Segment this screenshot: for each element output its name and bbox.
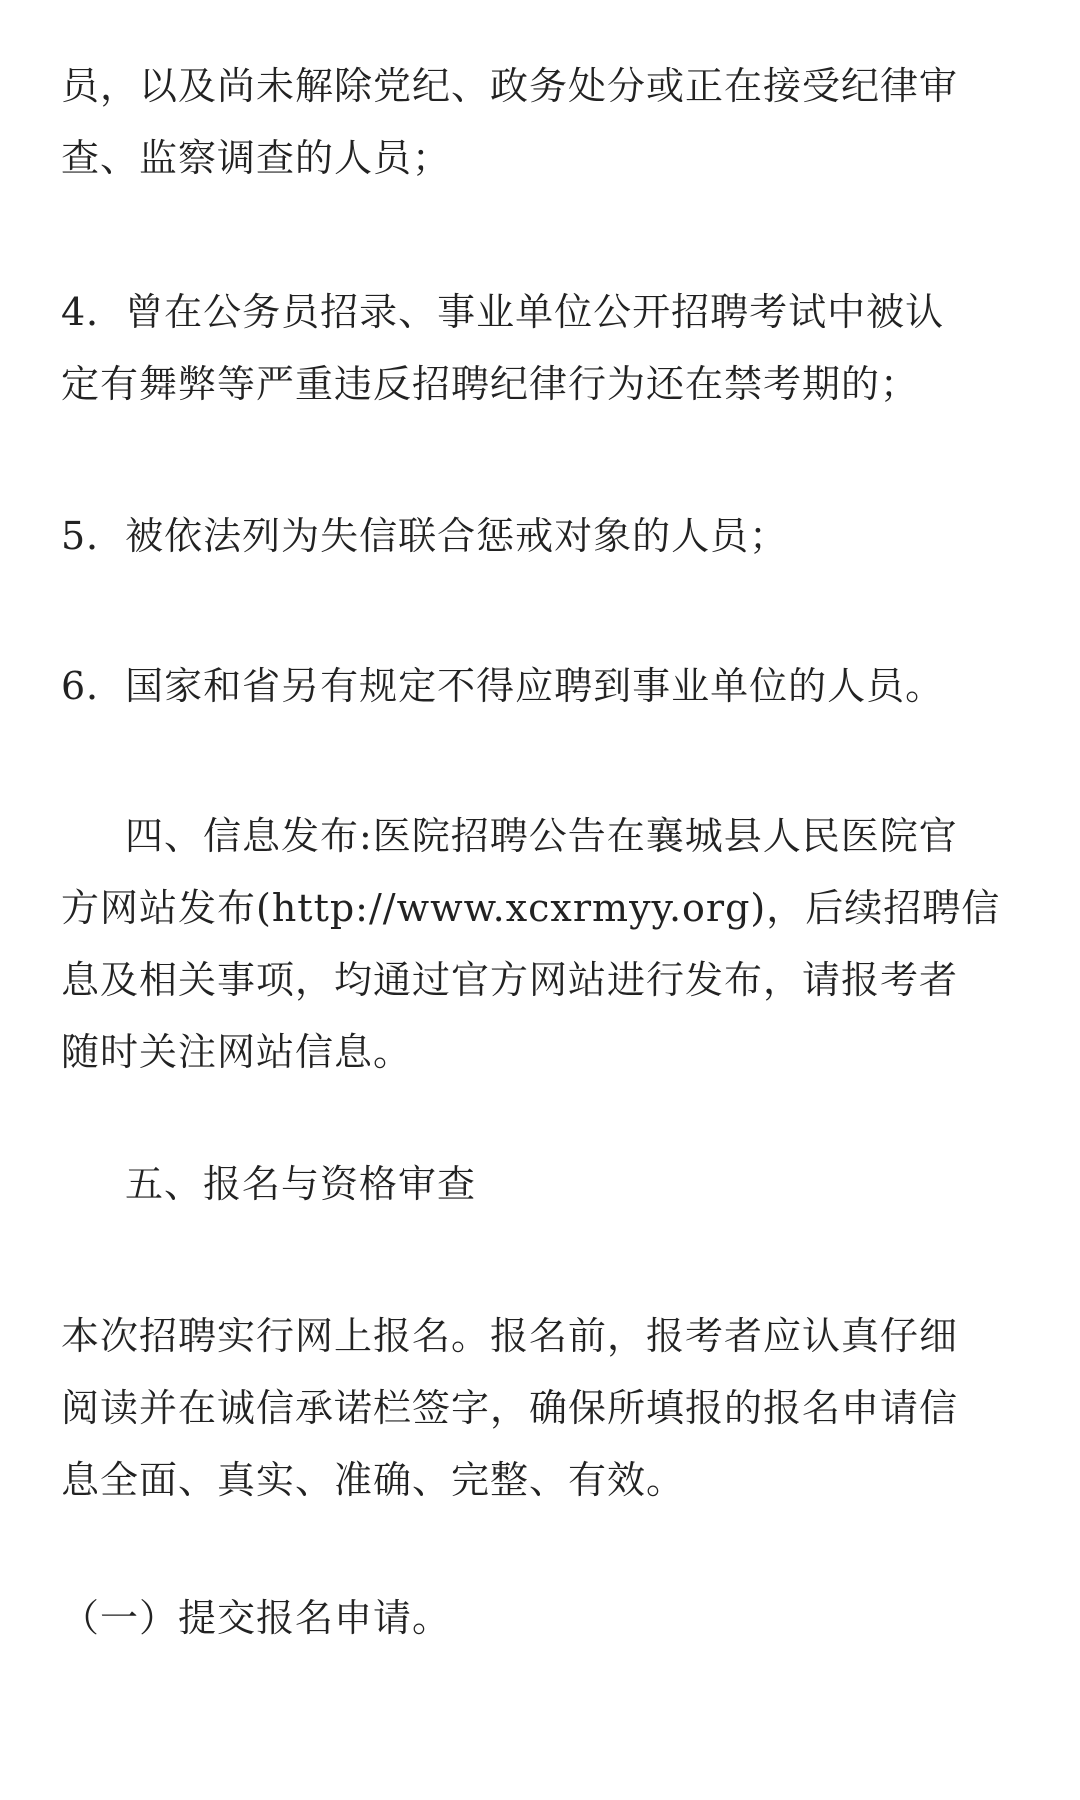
text-line: 方网站发布(http://www.xcxrmyy.org)，后续招聘信 [61, 886, 1001, 930]
section-heading-5 [61, 1148, 1021, 1220]
text-line: 息全面、真实、准确、完整、有效。 [61, 1458, 686, 1502]
text-line: 员，以及尚未解除党纪、政务处分或正在接受纪律审 [61, 64, 959, 108]
paragraph-registration [61, 1300, 1021, 1516]
text-line: 五、报名与资格审查 [125, 1162, 477, 1206]
text-line: 4．曾在公务员招录、事业单位公开招聘考试中被认 [61, 290, 945, 334]
text-line: 阅读并在诚信承诺栏签字，确保所填报的报名申请信 [61, 1386, 959, 1430]
text-line: 随时关注网站信息。 [61, 1030, 413, 1074]
text-line: 5．被依法列为失信联合惩戒对象的人员； [61, 514, 789, 558]
text-line: （一）提交报名申请。 [61, 1596, 452, 1640]
paragraph-item-4 [61, 276, 1021, 420]
text-line: 6．国家和省另有规定不得应聘到事业单位的人员。 [61, 664, 945, 708]
text-line: 定有舞弊等严重违反招聘纪律行为还在禁考期的； [61, 362, 920, 406]
paragraph-item-6 [61, 650, 1021, 722]
paragraph-disqualification-cont [61, 50, 1021, 194]
text-line: 息及相关事项，均通过官方网站进行发布，请报考者 [61, 958, 959, 1002]
text-line: 本次招聘实行网上报名。报名前，报考者应认真仔细 [61, 1314, 959, 1358]
paragraph-item-5 [61, 500, 1021, 572]
text-line: 查、监察调查的人员； [61, 136, 452, 180]
paragraph-section-4 [61, 800, 1021, 1088]
subheading-submit-application [61, 1582, 1021, 1654]
text-line: 四、信息发布:医院招聘公告在襄城县人民医院官 [125, 814, 958, 858]
